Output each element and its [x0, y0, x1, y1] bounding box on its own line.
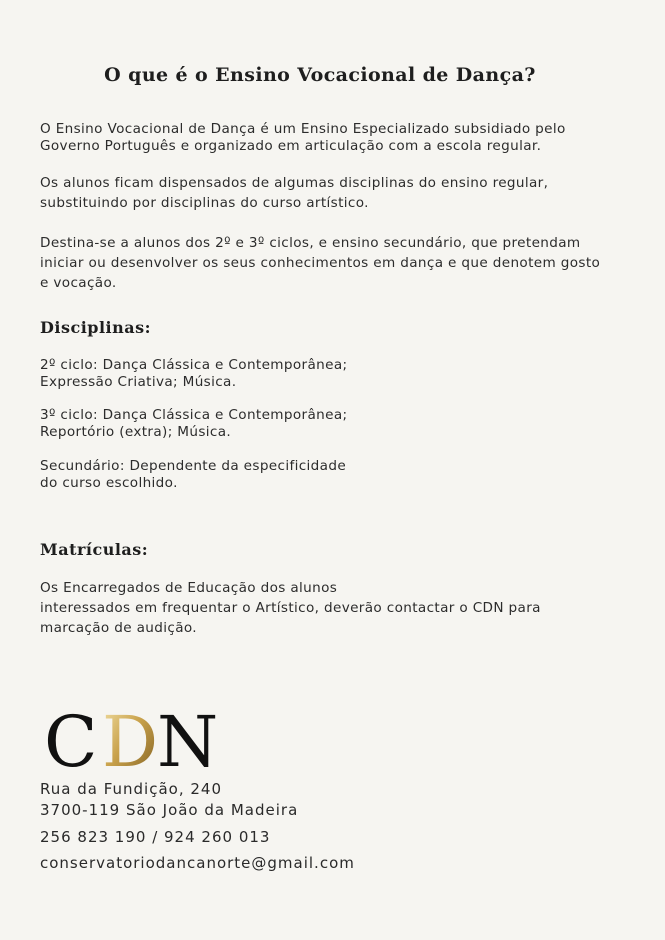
- intro-paragraph-2: Os alunos ficam dispensados de algumas disciplinas do ensino regular, substituindo por disciplinas do curso artístico.: [40, 175, 549, 211]
- disciplina-item-secundario: Secundário: Dependente da especificidade do curso escolhido.: [40, 458, 347, 491]
- matriculas-heading: Matrículas:: [40, 540, 149, 559]
- contact-email[interactable]: conservatoriodancanorte@gmail.com: [40, 854, 355, 872]
- intro-paragraph-3: Destina-se a alunos dos 2º e 3º ciclos, e ensino secundário, que pretendam iniciar ou desenvolver os seus conhecimentos em dança e que denotem gosto e vocação.: [40, 235, 601, 291]
- matriculas-paragraph: Os Encarregados de Educação dos alunos interessados em frequentar o Artístico, deverão contactar o CDN para marcação de audição.: [40, 580, 541, 636]
- disciplina-item-3-ciclo: 3º ciclo: Dança Clássica e Contemporânea; Reportório (extra); Música.: [40, 407, 348, 440]
- logo-letter-d: D: [102, 708, 159, 770]
- contact-phones: 256 823 190 / 924 260 013: [40, 828, 271, 846]
- disciplinas-heading: Disciplinas:: [40, 318, 152, 337]
- intro-paragraph-1: O Ensino Vocacional de Dança é um Ensino Especializado subsidiado pelo Governo Português e organizado em articulação com a escola regular.: [40, 121, 566, 154]
- logo-letter-n: N: [157, 708, 219, 770]
- cdn-logo: [44, 708, 224, 770]
- contact-address: Rua da Fundição, 240 3700-119 São João da Madeira: [40, 780, 299, 819]
- disciplina-item-2-ciclo: 2º ciclo: Dança Clássica e Contemporânea; Expressão Criativa; Música.: [40, 357, 348, 390]
- logo-letter-c: C: [44, 708, 98, 770]
- page-title: O que é o Ensino Vocacional de Dança?: [104, 64, 536, 86]
